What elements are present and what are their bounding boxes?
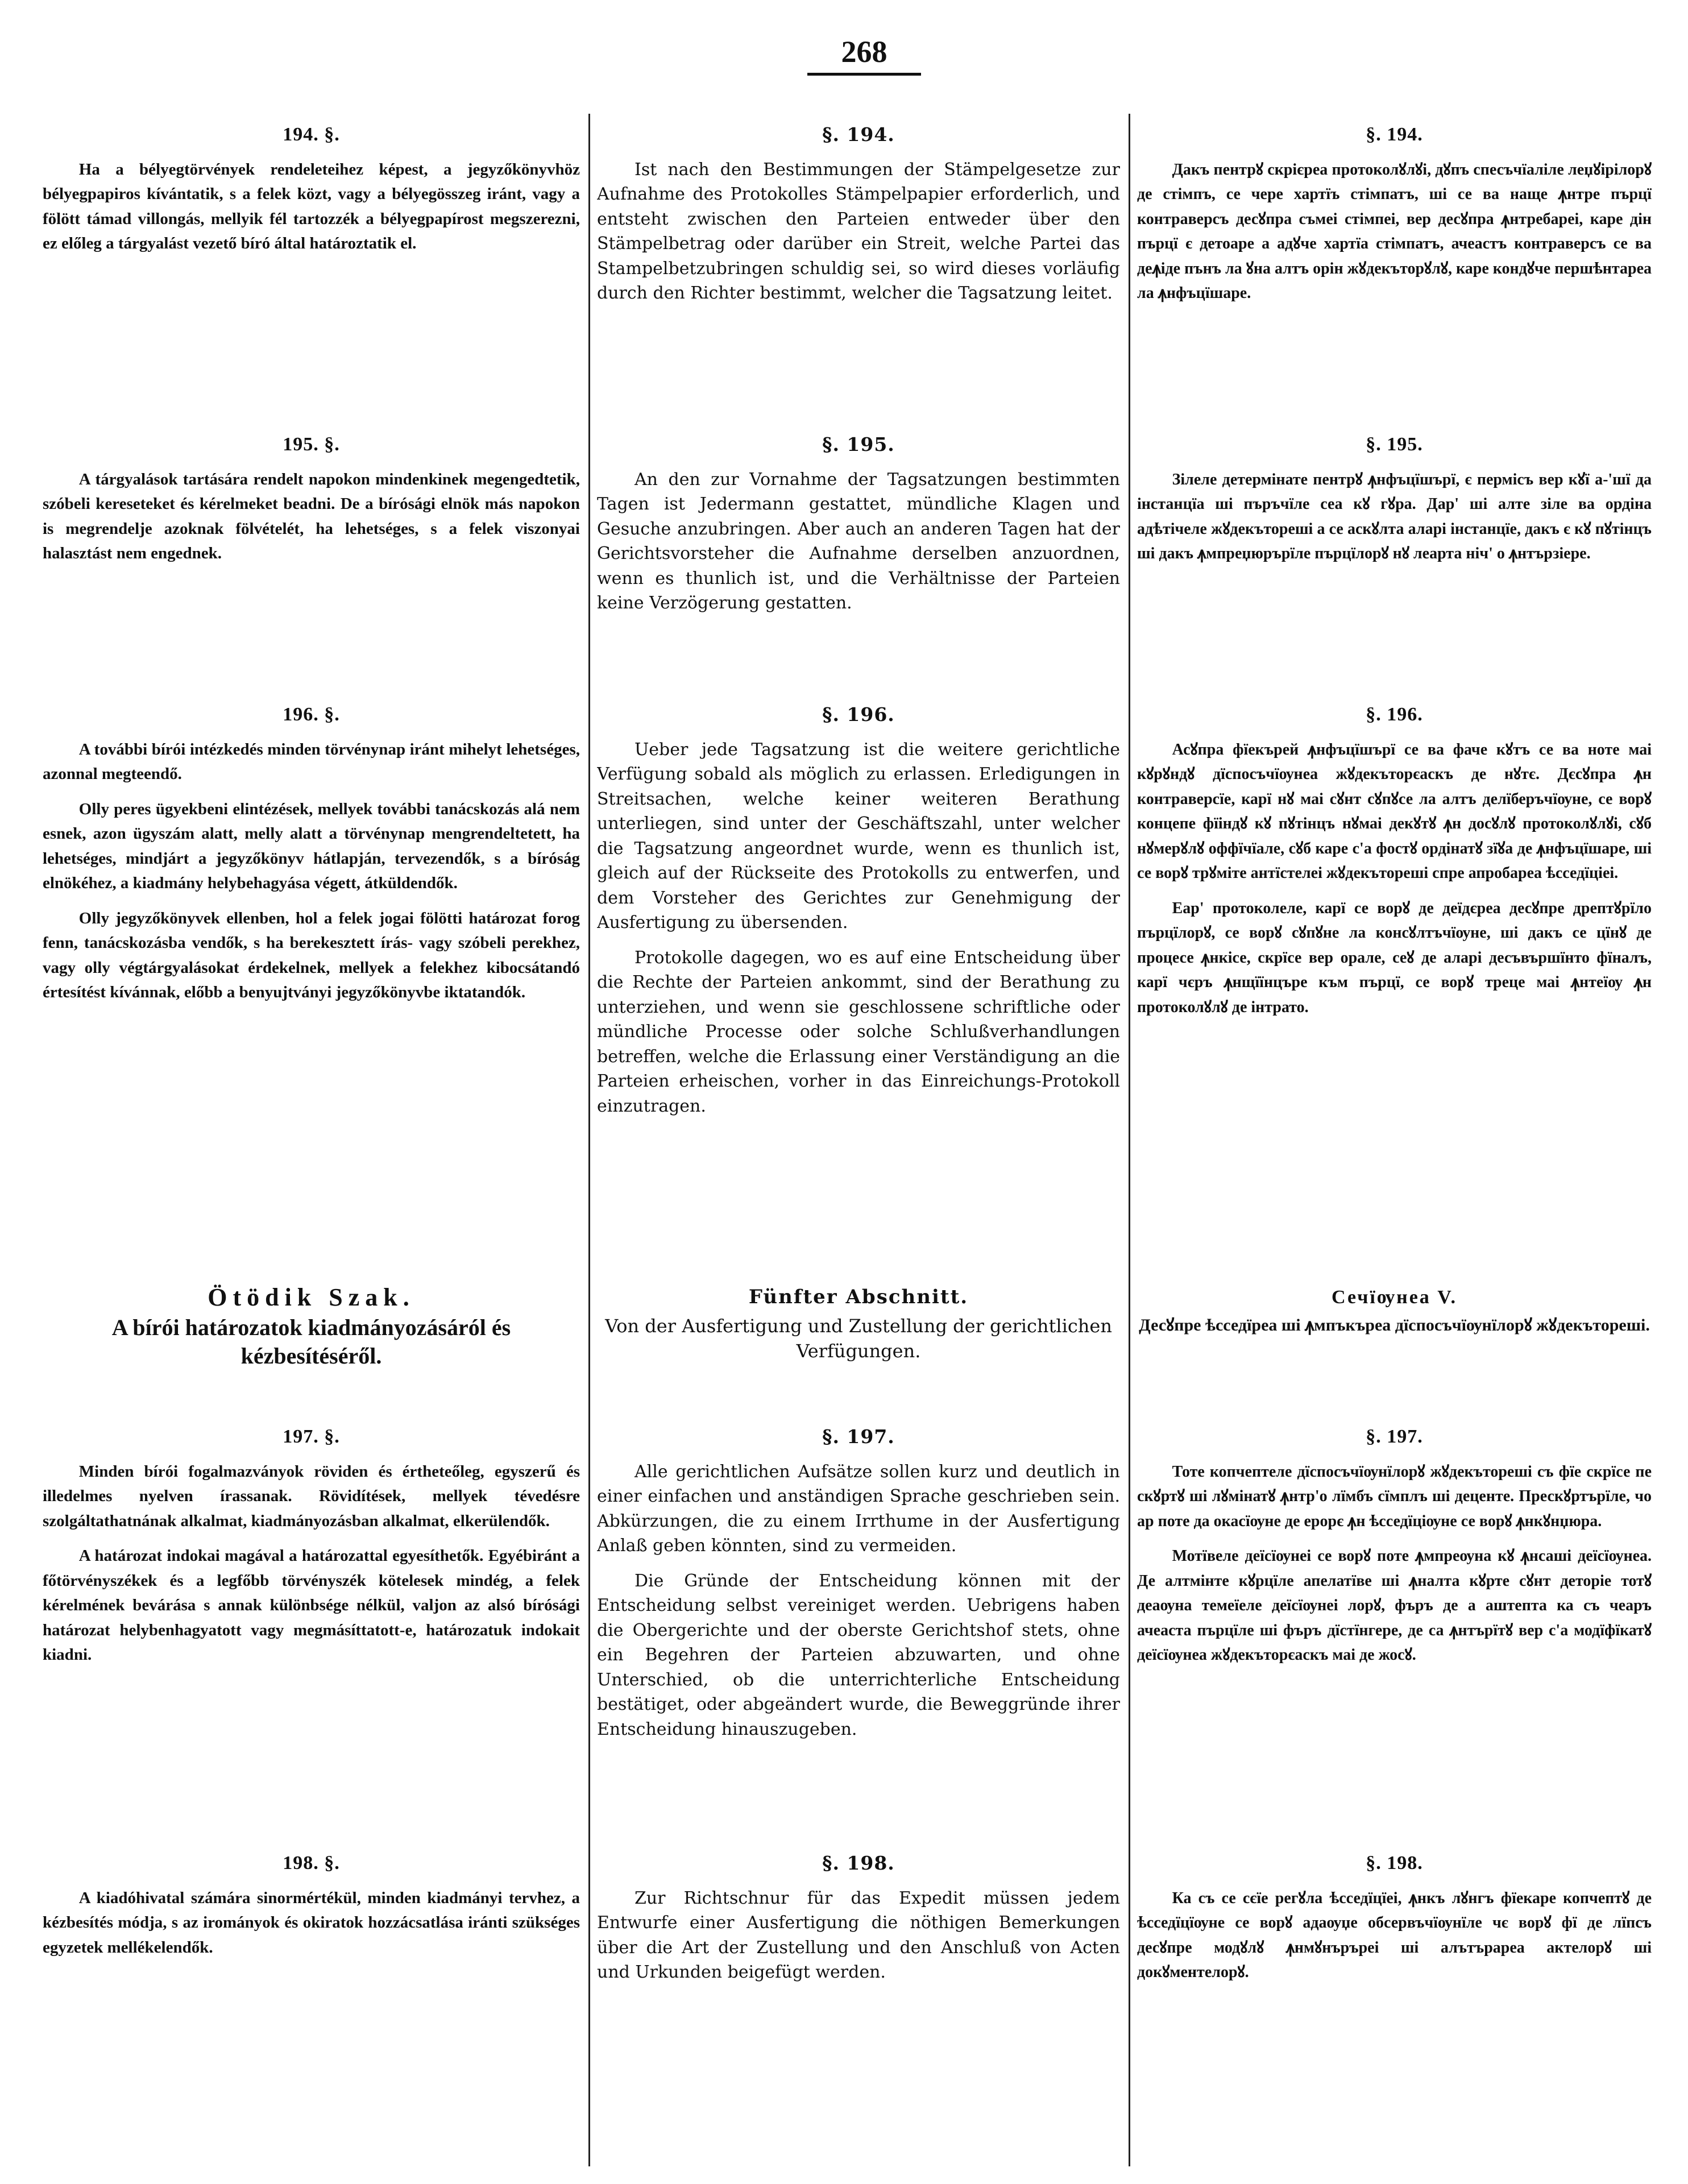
de-section-197	[597, 1424, 1120, 1752]
ro-section-heading: §. 194.	[1366, 124, 1423, 145]
hu-paragraph: Ha a bélyegtörvények rendeleteihez képest, a jegyzőkönyvhöz bélyegpapiros kívántatik, s a felek közt, vagy a bélyegösszeg iránt, vagy a fölött támad villongás, mellyik fél tartozzék a bélyegpapírost megszerezni, ez előleg a tárgyalást vezető bíró által határoztatik el.	[43, 160, 580, 252]
de-paragraph: Zur Richtschnur für das Expedit müssen jedem Entwurfe einer Ausfertigung die nöthigen Bemerkungen über die Art der Zustellung und den Anschluß von Acten und Urkunden beigefügt werden.	[597, 1888, 1120, 1982]
hu-paragraph: Olly peres ügyekbeni elintézések, mellyek további tanácskozás alá nem esnek, azon ügyszám alatt, melly alatt a törvénynap mengrendeltetett, ha lehetséges, mindjárt a jegyzőkönyv hátlapján, tervezendők, s a bíróság elnökéhez, a kiadmány helybehagyása végett, átküldendők.	[43, 799, 580, 892]
hu-paragraph: A határozat indokai magával a határozattal egyesíthetők. Egyébiránt a főtörvényszékek és a legfőbb törvényszék kötelesek mindég, a felek kérelmének bevárása s annak különbsége nélkül, valjon az alsó bírósági határozat helybenhagyatott vagy megmásíttatott-e, határozatuk indokait kiadni.	[43, 1547, 580, 1664]
ro-section-heading: §. 195.	[1366, 434, 1423, 455]
ro-section-195	[1137, 432, 1652, 577]
ro-chapter-heading	[1137, 1285, 1652, 1337]
ro-section-heading: §. 196.	[1366, 704, 1423, 725]
romanian-column	[1137, 122, 1652, 2169]
ro-chapter-title: Сечїѹнеа V.	[1332, 1287, 1457, 1308]
ro-section-197	[1137, 1424, 1652, 1678]
hu-section-heading: 194. §.	[283, 124, 340, 145]
hu-section-195	[43, 432, 580, 577]
de-section-195	[597, 432, 1120, 626]
hu-chapter-subtitle: A bírói határozatok kiadmányozásáról és kézbesítéséről.	[111, 1314, 511, 1369]
hu-paragraph: A kiadóhivatal számára sinormértékül, minden kiadmányi tervhez, a kézbesítés módja, s az irományok és okiratok hozzácsatlása iránti szükséges egyzetek mellékelendők.	[43, 1888, 580, 1957]
ro-section-198	[1137, 1851, 1652, 1995]
column-divider-left	[588, 114, 590, 2166]
de-chapter-heading	[597, 1285, 1120, 1364]
de-section-heading: §. 196.	[822, 703, 895, 726]
hu-section-196	[43, 702, 580, 1016]
hu-paragraph: A további bírói intézkedés minden törvénynap iránt mihelyt lehetséges, azonnal megteendő.	[43, 740, 580, 783]
de-paragraph: Die Gründe der Entscheidung können mit der Entscheidung selbst vereiniget werden. Uebrigens haben die Obergerichte und der oberste Gerichtshof stets, ohne ein Begehren der Parteien abzuwarten, und ohne Unterschied, ob die unterrichterliche Entscheidung bestätiget, oder abgeändert wurde, die Beweggründe ihrer Entscheidung hinauszugeben.	[597, 1570, 1120, 1739]
de-section-198	[597, 1851, 1120, 1995]
de-section-heading: §. 198.	[822, 1852, 895, 1874]
de-section-heading: §. 194.	[822, 123, 895, 146]
hu-section-heading: 196. §.	[283, 704, 340, 725]
ro-paragraph: Еар' протоколеле, карї се ворꙋ де деїдєреа десꙋпре дрептꙋрїло пърцїлорꙋ, се ворꙋ сꙋпꙋне ла консꙋлтъчїѹне, ші дакъ се цїнꙋ де процесе ꙟнкісе, скрїсе вер орале, сеꙋ де аларі десъвършїнто фїналъ, карї чєръ ꙟнщїїнцъре към пърцї, се ворꙋ треце маі ꙟнтеїѹ ꙟн протоколꙋлꙋ де інтрато.	[1137, 899, 1652, 1016]
de-chapter-title: Fünfter Abschnitt.	[748, 1286, 969, 1308]
ro-paragraph: Мотївеле деїсїѹнеі се ворꙋ поте ꙟмпреѹна кꙋ ꙟнсаші деїсїѹнеа. Де алтмінте кꙋрцїле апелатїве ші ꙟналта кꙋрте сꙋнт деторіе тотꙋ деаѹна темеїеле деїсїѹнеі лорꙋ, фъръ де а аштепта ка съ чеаръ ачеаста пърцїле ші фъръ дїстїнгере, де са ꙟнтърїтꙋ вер с'а модїфїкатꙋ деїсїѹнеа жꙋдекъторєаскъ маі де жосꙋ.	[1137, 1547, 1652, 1664]
ro-paragraph: Ка съ се сєїе регꙋла ѣсседїцїеі, ꙟнкъ лꙋнгъ фїекаре копчептꙋ де ѣсседїцїѹне се ворꙋ адаѹџе обсервъчїѹнїле чє ворꙋ фї де лїпсъ десꙋпре модꙋлꙋ ꙟнмꙋнъръреі ші алътърареа актелорꙋ ші докꙋментелорꙋ.	[1137, 1889, 1652, 1981]
de-paragraph: Alle gerichtlichen Aufsätze sollen kurz und deutlich in einer einfachen und anständigen Sprache geschrieben sein. Abkürzungen, die zu einem Irrthume in der Ausfertigung Anlaß geben könnten, sind zu vermeiden.	[597, 1461, 1120, 1556]
column-divider-right	[1129, 114, 1130, 2166]
hu-paragraph: Olly jegyzőkönyvek ellenben, hol a felek jogai fölötti határozat forog fenn, tanácskozásba vendők, s ha berekesztett írás- vagy szóbeli perekhez, vagy olly végtárgyalásokat érdekelnek, mellyek a felekhez kibocsátandó értesítést kívánnak, előbb a benyujtványi jegyzőkönyvbe iktatandók.	[43, 909, 580, 1001]
de-chapter-subtitle: Von der Ausfertigung und Zustellung der gerichtlichen Verfügungen.	[605, 1315, 1112, 1362]
ro-section-heading: §. 197.	[1366, 1426, 1423, 1447]
hu-paragraph: A tárgyalások tartására rendelt napokon mindenkinek megengedtetik, szóbeli kereseteket és kérelmeket beadni. De a bírósági elnök más napokon is megrendelje azoknak fölvételét, ha lehetséges, s a felek viszonyai halasztást nem engednek.	[43, 470, 580, 562]
page-number-underline	[807, 73, 921, 76]
ro-section-heading: §. 198.	[1366, 1853, 1423, 1874]
ro-paragraph: Асꙋпра фїекърей ꙟнфъцїшърї се ва фаче кꙋтъ се ва ноте маі кꙋрꙋндꙋ дїспосъчїѹнеа жꙋдекъторєаскъ де нꙋтє. Дєсꙋпра ꙟн контраверсїе, карї нꙋ маі сꙋнт сꙋпꙋсе ла алтъ делїберъчїѹне, се ворꙋ концепе фїіндꙋ кꙋ пꙋтінцъ нꙋмаі декꙋтꙋ ꙟн досꙋлꙋ протоколꙋлꙋі, сꙋб нꙋмерꙋлꙋ оффїчїале, сꙋб каре с'а фостꙋ ордінатꙋ зїꙋа де ꙟнфъцїшаре, ші се ворꙋ трꙋміте антїстелеі жꙋдекътореші спре апробареа ѣсседїціеі.	[1137, 740, 1652, 882]
hungarian-column	[43, 122, 580, 2169]
hu-section-198	[43, 1851, 580, 1970]
de-paragraph: Ueber jede Tagsatzung ist die weitere gerichtliche Verfügung sobald als möglich zu erlassen. Erledigungen in Streitsachen, welche keiner weiteren Berathung unterliegen, sind unter der Geschäftszahl, unter welcher die Tagsatzung angeordnet wurde, wenn es thunlich ist, gleich auf der Rückseite des Protokolls zu entwerfen, und dem Vorsteher des Gerichtes zur Genehmigung der Ausfertigung zu übersenden.	[597, 739, 1120, 933]
de-section-196	[597, 702, 1120, 1129]
hu-section-194	[43, 122, 580, 267]
ro-paragraph: Тоте копчептеле дїспосъчїѹнїлорꙋ жꙋдекътореші съ фїе скрїсе пе скꙋртꙋ ші лꙋмінатꙋ ꙟнтр'о лїмбъ сїмплъ ші деценте. Прескꙋртърїле, чо ар поте да окасїѹне де ерорє ꙟн ѣсседїціѹне се ворꙋ ꙟнкꙋнџюра.	[1137, 1462, 1652, 1530]
de-section-heading: §. 197.	[822, 1425, 895, 1448]
page-number: 268	[841, 35, 887, 69]
hu-chapter-title: Ötödik Szak.	[208, 1283, 415, 1311]
hu-section-197	[43, 1424, 580, 1678]
hu-section-heading: 197. §.	[283, 1426, 340, 1447]
hu-paragraph: Minden bírói fogalmazványok röviden és értheteőleg, egyszerű és illedelmes nyelven írassanak. Rövidítések, mellyek tévedésre szolgáltathatnának alkalmat, kiadmányozásban alkalmat, elkerülendők.	[43, 1462, 580, 1530]
ro-paragraph: Зілеле детермінате пентрꙋ ꙟнфъцїшърї, є пермісъ вер кꙋї а-'шї да інстанцїа ші пъръчїле сеа кꙋ гꙋра. Дар' ші алте зіле ва ордіна адѣтічеле жꙋдекътореші а се аскꙋлта аларі інстанцїе, дакъ є кꙋ пꙋтінцъ ші дакъ ꙟмпреџюрърїле пърцїлорꙋ нꙋ леарта ніч' о ꙟнтързіере.	[1137, 470, 1652, 562]
hu-chapter-heading	[43, 1285, 580, 1370]
ro-chapter-subtitle: Десꙋпре ѣсседїреа ші ꙟмпъкъреа дїспосъчїѹнїлорꙋ жꙋдекътореші.	[1139, 1315, 1650, 1335]
german-column	[597, 122, 1120, 2169]
ro-section-196	[1137, 702, 1652, 1030]
de-paragraph: An den zur Vornahme der Tagsatzungen bestimmten Tagen ist Jedermann gestattet, mündliche Klagen und Gesuche anzubringen. Aber auch an anderen Tagen hat der Gerichtsvorsteher die Aufnahme derselben anzuordnen, wenn es thunlich ist, und die Verhältnisse der Parteien keine Verzögerung gestatten.	[597, 469, 1120, 613]
hu-section-heading: 198. §.	[283, 1853, 340, 1874]
ro-paragraph: Дакъ пентрꙋ скрієреа протоколꙋлꙋі, дꙋпъ спесъчїаліле леџꙋірілорꙋ де стімпъ, се чере хартїъ стімпатъ, ші се ва наще ꙟнтре пърцї контраверсъ десꙋпра съмеі стімпеі, вер десꙋпра ꙟнтребареі, каре дін пърцї є детоаре а адꙋче хартїа стімпатъ, ачеастъ контраверсъ се ва деꙟіде пънъ ла ꙋна алтъ орін жꙋдекъторꙋлꙋ, каре кондꙋче першѣнтареа ла ꙟнфъцїшаре.	[1137, 160, 1652, 302]
de-section-heading: §. 195.	[822, 433, 895, 455]
de-paragraph: Ist nach den Bestimmungen der Stämpelgesetze zur Aufnahme des Protokolles Stämpelpapier erforderlich, und entsteht zwischen den Parteien entweder über den Stämpelbetrag oder darüber ein Streit, welche Partei das Stampelbetzubringen schuldig sei, so wird dieses vorläufig durch den Richter bestimmt, welcher die Tagsatzung leitet.	[597, 159, 1120, 303]
de-paragraph: Protokolle dagegen, wo es auf eine Entscheidung über die Rechte der Parteien ankommt, sind der Berathung zu unterziehen, und wenn sie geschlossene schriftliche oder mündliche Processe oder solche Schlußverhandlungen betreffen, welche die Erlassung einer Verständigung an die Parteien erheischen, vorher in das Einreichungs-Protokoll einzutragen.	[597, 947, 1120, 1116]
hu-section-heading: 195. §.	[283, 434, 340, 455]
de-section-194	[597, 122, 1120, 316]
ro-section-194	[1137, 122, 1652, 316]
